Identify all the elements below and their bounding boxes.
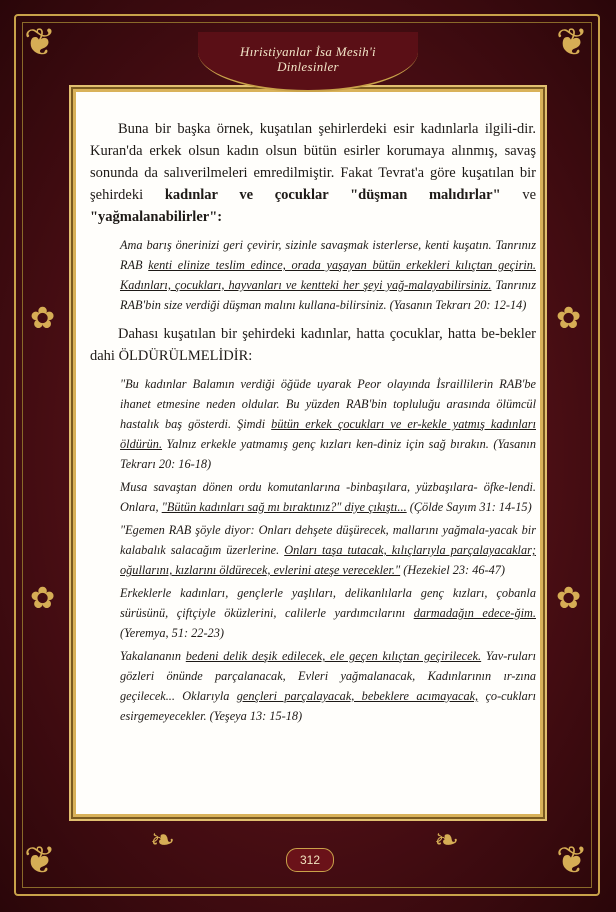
corner-ornament-icon: ❦ <box>556 22 588 64</box>
bottom-ornament-icon: ❧ <box>150 824 176 857</box>
corner-ornament-icon: ❦ <box>24 22 56 64</box>
paragraph-1: Buna bir başka örnek, kuşatılan şehirlerdeki esir kadınlarla ilgili-dir. Kuran'da erkek olsun kadın olsun bütün esirler korumaya alınmış, savaş sonunda da salıverilmeleri emredilmiştir. Fakat Tevrat'a göre kuşatılan bir şehirdeki kadınlar ve çocuklar "düşman malıdırlar" ve "yağmalanabilirler": <box>90 121 536 225</box>
corner-ornament-icon: ❦ <box>556 840 588 882</box>
side-ornament-icon: ✿ <box>30 302 56 335</box>
quote-3: Musa savaştan dönen ordu komutanlarına -binbaşılara, yüzbaşılara- öfke-lendi. Onlara, "Bütün kadınları sağ mı bıraktınız?" diye çıkıştı... (Çölde Sayım 31: 14-15) <box>120 480 536 514</box>
paragraph-2: Dahası kuşatılan bir şehirdeki kadınlar, hatta çocuklar, hatta be-bekler dahi ÖLDÜRÜLMELİDİR: <box>90 326 536 364</box>
book-title-line1: Hıristiyanlar İsa Mesih'i <box>240 44 376 59</box>
page-number: 312 <box>286 848 334 872</box>
corner-ornament-icon: ❦ <box>24 840 56 882</box>
quote-5: Erkeklerle kadınları, gençlerle yaşlıları, delikanlılarla genç kızları, çobanla sürüsünü, çiftçiyle öküzlerini, calilerle yardımcılarını darmadağın edece-ğim. (Yeremya, 51: 22-23) <box>120 586 536 640</box>
quote-2: "Bu kadınlar Balamın verdiği öğüde uyarak Peor olayında İsraillilerin RAB'be ihanet etmesine neden oldular. Bu yüzden RAB'bin topluluğu arasında ölümcül hastalık baş gösterdi. Şimdi bütün erkek çocukları ve er-kekle yatmış kadınları öldürün. Yalnız erkekle yatmamış genç kızları ken-diniz için sağ bırakın. (Yasanın Tekrarı 20: 16-18) <box>120 377 536 471</box>
bottom-ornament-icon: ❧ <box>434 824 460 857</box>
page-content <box>90 118 536 729</box>
quote-6: Yakalananın bedeni delik deşik edilecek, ele geçen kılıçtan geçirilecek. Yav-ruları gözleri önünde parçalanacak, Evleri yağmalanacak, Kadınlarının ır-zına geçilecek... Oklarıyla gençleri parçalayacak, bebeklere acımayacak, ço-cukları esirgemeyecekler. (Yeşeya 13: 15-18) <box>120 649 537 723</box>
book-title-line2: Dinlesinler <box>277 59 339 74</box>
quote-4: "Egemen RAB şöyle diyor: Onları dehşete düşürecek, mallarını yağmala-yacak bir kalabalık salacağım üzerlerine. Onları taşa tutacak, kılıçlarıyla parçalayacaklar; oğullarını, kızlarını öldürecek, evlerini ateşe verecekler." (Hezekiel 23: 46-47) <box>120 523 536 577</box>
book-title <box>198 32 418 74</box>
side-ornament-icon: ✿ <box>30 582 56 615</box>
quote-1: Ama barış önerinizi geri çevirir, sizinle savaşmak isterlerse, kenti kuşatın. Tanrınız RAB kenti elinize teslim edince, orada yaşayan bütün erkekleri kılıçtan geçirin. Kadınları, çocukları, hayvanları ve kentteki her şeyi yağ-malayabilirsiniz. Tanrınız RAB'bin size verdiği düşman malını kullana-bilirsiniz. (Yasanın Tekrarı 20: 12-14) <box>120 238 536 312</box>
side-ornament-icon: ✿ <box>556 302 582 335</box>
side-ornament-icon: ✿ <box>556 582 582 615</box>
